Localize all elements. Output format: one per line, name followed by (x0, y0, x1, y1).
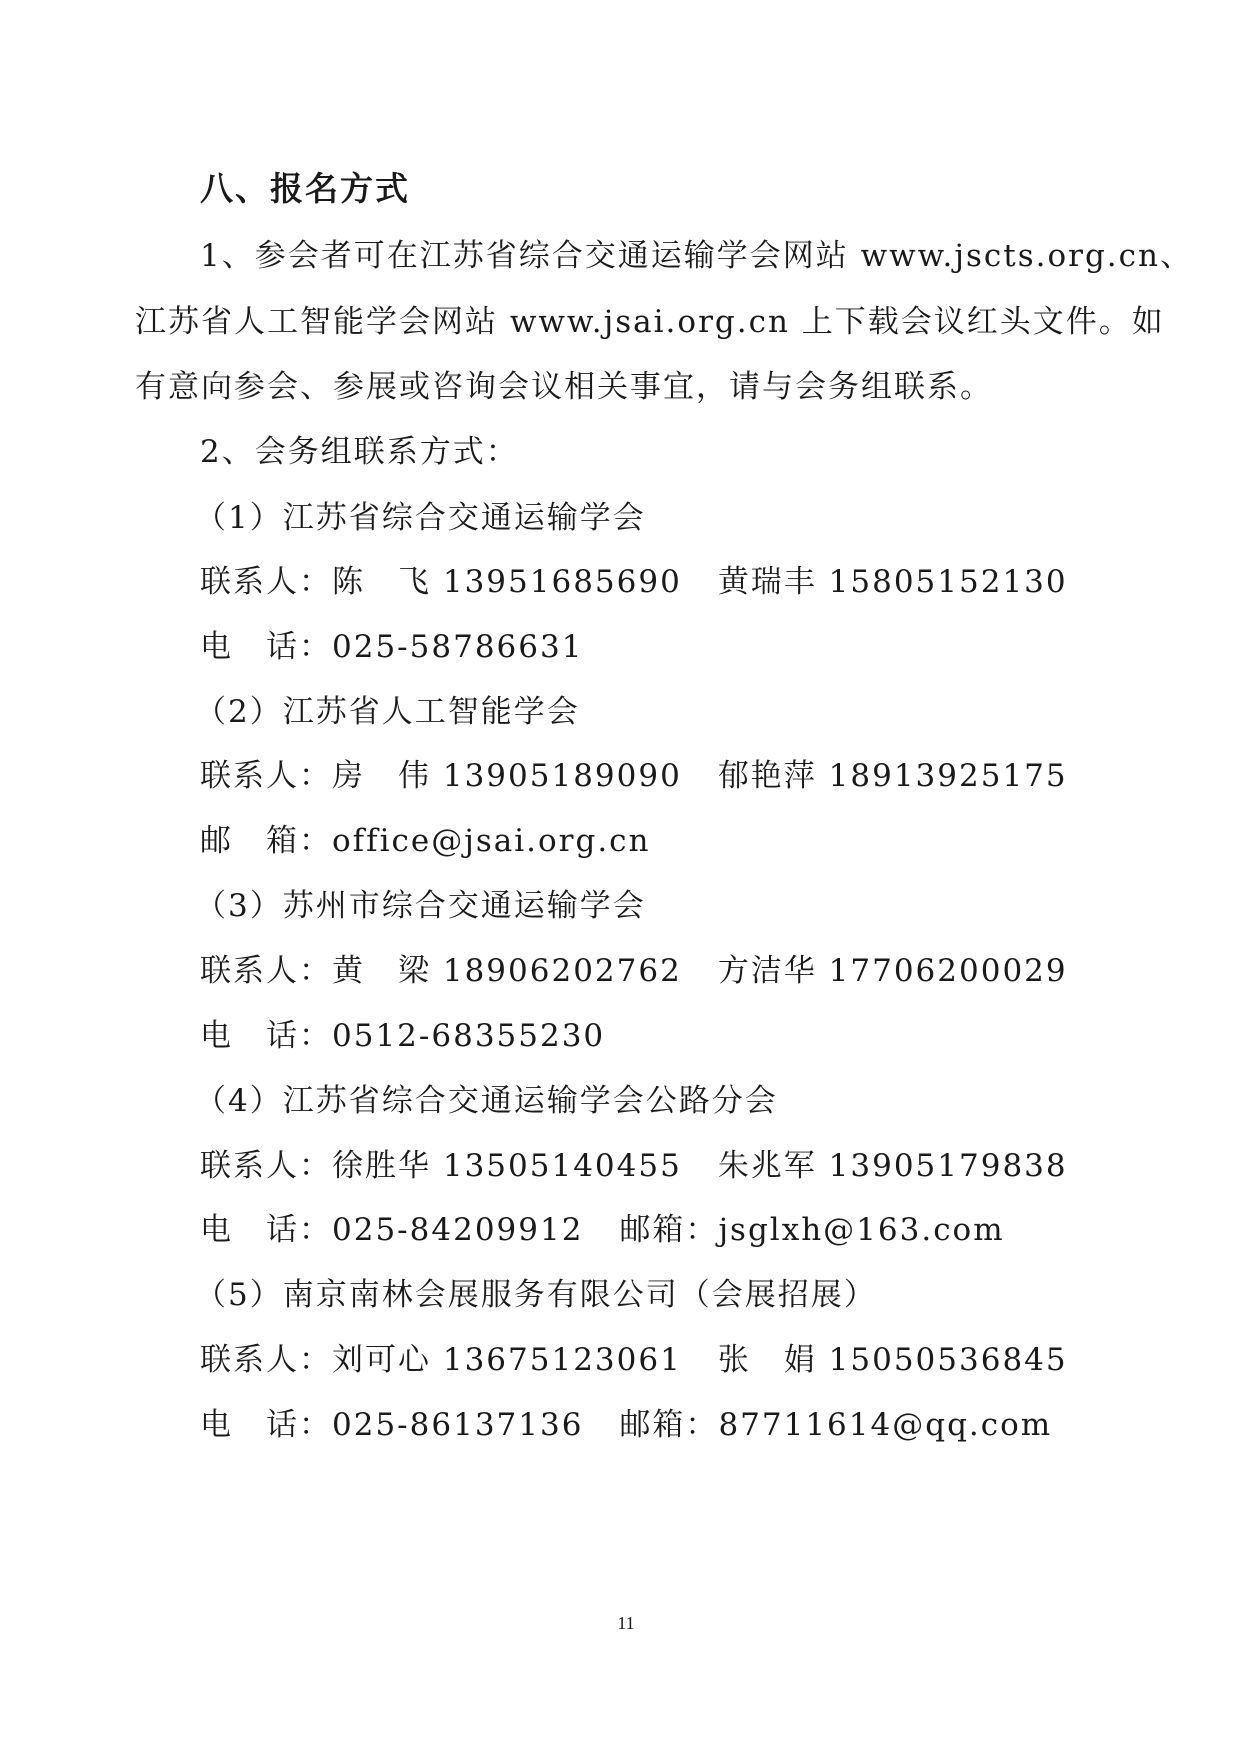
contact-label: 联系人： (200, 1342, 332, 1378)
email-label: 邮 箱： (200, 823, 332, 859)
org5-contacts (200, 1340, 1068, 1380)
contact-person-1: 房 伟 13905189090 (332, 758, 682, 794)
paragraph1-line1: 1、参会者可在江苏省综合交通运输学会网站 www.jscts.org.cn、 (200, 238, 1193, 274)
contact-person-1: 徐胜华 13505140455 (332, 1148, 682, 1184)
contact-person-1: 陈 飞 13951685690 (332, 564, 682, 600)
contact-person-2: 张 娟 15050536845 (717, 1342, 1068, 1378)
paragraph1-line3: 有意向参会、参展或咨询会议相关事宜，请与会务组联系。 (135, 369, 993, 405)
contact-label: 联系人： (200, 758, 332, 794)
section2-title: 2、会务组联系方式： (200, 434, 519, 470)
phone-value: 025-86137136 (332, 1407, 584, 1443)
contact-label: 联系人： (200, 953, 332, 989)
phone-value: 025-84209912 (332, 1212, 584, 1248)
contact-person-1: 刘可心 13675123061 (332, 1342, 682, 1378)
email-value: office@jsai.org.cn (332, 823, 651, 859)
org3-phone (200, 1016, 605, 1056)
org1-contacts (200, 562, 1068, 602)
org5-title: （5）南京南林会展服务有限公司（会展招展） (195, 1277, 877, 1313)
contact-person-2: 朱兆军 13905179838 (717, 1148, 1068, 1184)
contact-person-1: 黄 梁 18906202762 (332, 953, 682, 989)
contact-person-2: 黄瑞丰 15805152130 (717, 564, 1068, 600)
phone-value: 025-58786631 (332, 629, 584, 665)
email-label: 邮箱： (619, 1407, 719, 1443)
email-label: 邮箱： (619, 1212, 719, 1248)
phone-label: 电 话： (200, 629, 332, 665)
email-value: jsglxh@163.com (718, 1212, 1005, 1248)
section-heading: 八、报名方式 (200, 169, 410, 208)
paragraph1-line2: 江苏省人工智能学会网站 www.jsai.org.cn 上下载会议红头文件。如 (135, 304, 1165, 340)
contact-label: 联系人： (200, 564, 332, 600)
org1-title: （1）江苏省综合交通运输学会 (195, 500, 646, 536)
org4-phone-email (200, 1210, 1005, 1250)
contact-label: 联系人： (200, 1148, 332, 1184)
org1-phone (200, 627, 583, 667)
phone-label: 电 话： (200, 1212, 332, 1248)
org3-title: （3）苏州市综合交通运输学会 (195, 888, 646, 924)
org3-contacts (200, 951, 1068, 991)
org5-phone-email (200, 1405, 1052, 1445)
org2-email (200, 821, 651, 861)
phone-value: 0512-68355230 (332, 1018, 606, 1054)
contact-person-2: 郁艳萍 18913925175 (717, 758, 1068, 794)
email-value: 87711614@qq.com (718, 1407, 1053, 1443)
phone-label: 电 话： (200, 1018, 332, 1054)
org4-contacts (200, 1146, 1068, 1186)
contact-person-2: 方洁华 17706200029 (717, 953, 1068, 989)
org4-title: （4）江苏省综合交通运输学会公路分会 (195, 1083, 778, 1119)
phone-label: 电 话： (200, 1407, 332, 1443)
org2-title: （2）江苏省人工智能学会 (195, 694, 580, 730)
page-number: 11 (617, 1613, 635, 1633)
org2-contacts (200, 756, 1068, 796)
